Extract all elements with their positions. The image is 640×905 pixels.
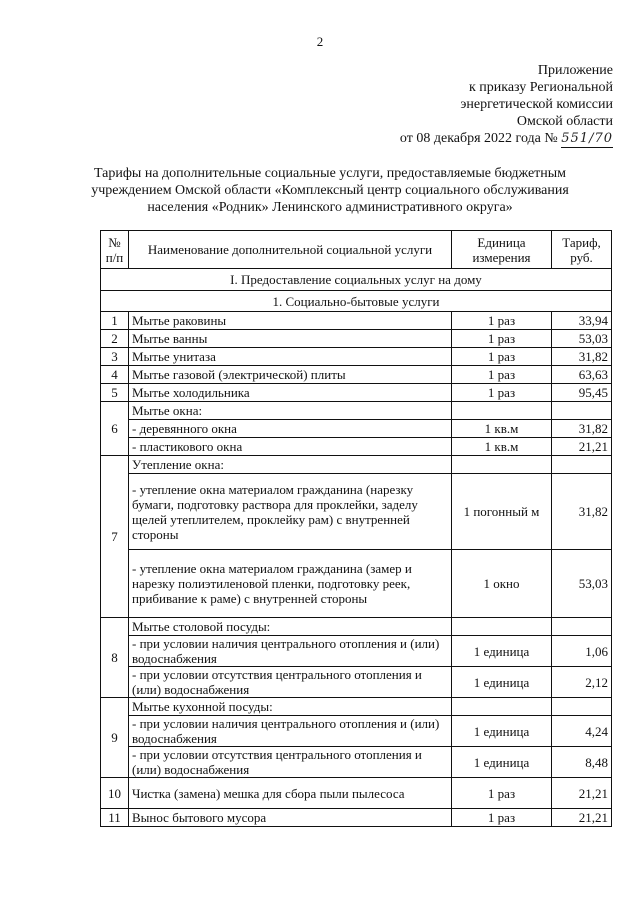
row-name: Вынос бытового мусора [129, 809, 452, 827]
document-title: Тарифы на дополнительные социальные услуги, предоставляемые бюджетным учреждением Омской области «Комплексный центр социального обслуживания населения «Родник» Ленинского административного округа» [91, 166, 569, 215]
row-tariff: 53,03 [552, 330, 612, 348]
table-row [101, 778, 612, 809]
row-name: Мытье унитаза [129, 348, 452, 366]
subsection-title: 1. Социально-бытовые услуги [101, 291, 612, 312]
row-num: 2 [101, 330, 129, 348]
table-row [101, 384, 612, 402]
row-unit: 1 единица [452, 636, 552, 667]
row-unit: 1 раз [452, 312, 552, 330]
header-num: № п/п [101, 231, 129, 269]
row-name: Мытье раковины [129, 312, 452, 330]
row-num: 4 [101, 366, 129, 384]
group-heading: Мытье столовой посуды: [129, 618, 452, 636]
row-tariff: 8,48 [552, 747, 612, 778]
row-tariff: 31,82 [552, 348, 612, 366]
row-unit: 1 раз [452, 778, 552, 809]
table-row [101, 474, 612, 550]
group-heading-row [101, 698, 612, 716]
table-row [101, 747, 612, 778]
row-tariff: 21,21 [552, 438, 612, 456]
row-name: Мытье холодильника [129, 384, 452, 402]
appendix-date: от 08 декабря 2022 года № [399, 131, 558, 146]
row-unit: 1 единица [452, 716, 552, 747]
table-row [101, 420, 612, 438]
row-tariff: 21,21 [552, 809, 612, 827]
row-num: 1 [101, 312, 129, 330]
page-number: 2 [316, 34, 324, 49]
row-name: Мытье ванны [129, 330, 452, 348]
row-name: - при условии наличия центрального отопления и (или) водоснабжения [129, 716, 452, 747]
table-row [101, 809, 612, 827]
row-num: 11 [101, 809, 129, 827]
appendix-block [400, 62, 613, 148]
row-num: 9 [101, 698, 129, 778]
table-row [101, 366, 612, 384]
group-heading-row [101, 456, 612, 474]
row-unit: 1 раз [452, 348, 552, 366]
empty-cell [452, 402, 552, 420]
order-number-handwritten: 551/70 [561, 131, 613, 146]
appendix-line: Омской области [516, 114, 613, 129]
row-num: 3 [101, 348, 129, 366]
row-unit: 1 окно [452, 550, 552, 618]
appendix-line: к приказу Региональной [468, 80, 613, 95]
row-unit: 1 кв.м [452, 438, 552, 456]
empty-cell [452, 698, 552, 716]
row-unit: 1 раз [452, 384, 552, 402]
empty-cell [552, 618, 612, 636]
row-unit: 1 раз [452, 809, 552, 827]
row-unit: 1 единица [452, 747, 552, 778]
row-unit: 1 раз [452, 330, 552, 348]
row-name: - при условии наличия центрального отопления и (или) водоснабжения [129, 636, 452, 667]
row-tariff: 53,03 [552, 550, 612, 618]
row-tariff: 31,82 [552, 474, 612, 550]
row-name: - при условии отсутствия центрального отопления и (или) водоснабжения [129, 747, 452, 778]
row-tariff: 2,12 [552, 667, 612, 698]
row-tariff: 95,45 [552, 384, 612, 402]
table-row [101, 438, 612, 456]
row-name: Чистка (замена) мешка для сбора пыли пылесоса [129, 778, 452, 809]
appendix-date-line [400, 130, 613, 148]
row-name: - пластикового окна [129, 438, 452, 456]
row-unit: 1 кв.м [452, 420, 552, 438]
empty-cell [452, 618, 552, 636]
row-tariff: 4,24 [552, 716, 612, 747]
row-num: 5 [101, 384, 129, 402]
row-num: 10 [101, 778, 129, 809]
section-title: I. Предоставление социальных услуг на дому [101, 269, 612, 291]
group-heading-row [101, 402, 612, 420]
row-unit: 1 единица [452, 667, 552, 698]
row-unit: 1 погонный м [452, 474, 552, 550]
appendix-line: Приложение [537, 63, 613, 78]
section-row [101, 269, 612, 291]
header-name: Наименование дополнительной социальной услуги [129, 231, 452, 269]
appendix-line: энергетической комиссии [460, 97, 613, 112]
header-tariff: Тариф, руб. [552, 231, 612, 269]
row-num: 8 [101, 618, 129, 698]
group-heading: Утепление окна: [129, 456, 452, 474]
row-name: Мытье газовой (электрической) плиты [129, 366, 452, 384]
empty-cell [552, 456, 612, 474]
row-tariff: 33,94 [552, 312, 612, 330]
table-row [101, 312, 612, 330]
empty-cell [552, 402, 612, 420]
row-tariff: 1,06 [552, 636, 612, 667]
table-header-row [101, 231, 612, 269]
group-heading-row [101, 618, 612, 636]
group-heading: Мытье кухонной посуды: [129, 698, 452, 716]
table-row [101, 636, 612, 667]
row-name: - утепление окна материалом гражданина (замер и нарезку полиэтиленовой пленки, подготовку реек, прибивание к раме) с внутренней стороны [129, 550, 452, 618]
table-row [101, 330, 612, 348]
row-name: - при условии отсутствия центрального отопления и (или) водоснабжения [129, 667, 452, 698]
empty-cell [452, 456, 552, 474]
subsection-row [101, 291, 612, 312]
header-unit: Единица измерения [452, 231, 552, 269]
table-row [101, 348, 612, 366]
row-tariff: 63,63 [552, 366, 612, 384]
row-num: 6 [101, 402, 129, 456]
table-row [101, 550, 612, 618]
tariff-table [100, 230, 612, 827]
group-heading: Мытье окна: [129, 402, 452, 420]
row-unit: 1 раз [452, 366, 552, 384]
row-num: 7 [101, 456, 129, 618]
empty-cell [552, 698, 612, 716]
row-name: - утепление окна материалом гражданина (нарезку бумаги, подготовку раствора для проклейки, заделу щелей утеплителем, проклейку рам) с внутренней стороны [129, 474, 452, 550]
table-row [101, 716, 612, 747]
table-row [101, 667, 612, 698]
row-tariff: 31,82 [552, 420, 612, 438]
row-name: - деревянного окна [129, 420, 452, 438]
row-tariff: 21,21 [552, 778, 612, 809]
